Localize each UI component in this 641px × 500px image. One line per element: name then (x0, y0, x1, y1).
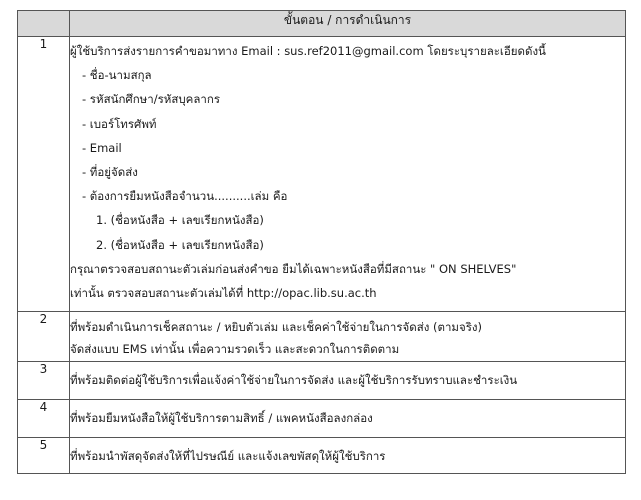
status-check-note: กรุณาตรวจสอบสถานะตัวเล่มก่อนส่งคำขอ ยืมได้เฉพาะหนังสือที่มีสถานะ " ON SHELVES" (70, 261, 517, 276)
book-item-2: 2. (ชื่อหนังสือ + เลขเรียกหนังสือ) (96, 237, 264, 252)
step-description (70, 400, 626, 438)
step-2-line-2: จัดส่งแบบ EMS เท่านั้น เพื่อความรวดเร็ว และสะดวกในการติดตาม (70, 342, 400, 356)
table-row (18, 312, 626, 362)
field-address: - ที่อยู่จัดส่ง (82, 165, 138, 180)
header-title-cell: ขั้นตอน / การดำเนินการ (70, 11, 626, 37)
procedure-table (17, 10, 626, 474)
field-phone: - เบอร์โทรศัพท์ (82, 116, 157, 131)
field-email: - Email (82, 140, 122, 155)
step-5-line-1: ที่พร้อมนำพัสดุจัดส่งให้ที่ไปรษณีย์ และแจ้งเลขพัสดุให้ผู้ใช้บริการ (70, 449, 386, 463)
step-description (70, 438, 626, 474)
step-2-line-1: ที่พร้อมดำเนินการเช็คสถานะ / หยิบตัวเล่ม และเช็คค่าใช้จ่ายในการจัดส่ง (ตามจริง) (70, 320, 483, 334)
step-number: 5 (18, 438, 70, 474)
table-row (18, 400, 626, 438)
field-name: - ชื่อ-นามสกุล (82, 68, 152, 83)
step-1-intro: ผู้ใช้บริการส่งรายการคำขอมาทาง Email : sus.ref2011@gmail.com โดยระบุรายละเอียดดังนี้ (70, 44, 546, 58)
table-row (18, 37, 626, 312)
step-number: 3 (18, 362, 70, 400)
step-description (70, 37, 626, 312)
step-4-line-1: ที่พร้อมยืมหนังสือให้ผู้ใช้บริการตามสิทธิ์ / แพคหนังสือลงกล่อง (70, 411, 373, 425)
step-number: 4 (18, 400, 70, 438)
step-description (70, 312, 626, 362)
table-row (18, 362, 626, 400)
table-row (18, 438, 626, 474)
step-number: 2 (18, 312, 70, 362)
header-number-cell (18, 11, 70, 37)
opac-link-note: เท่านั้น ตรวจสอบสถานะตัวเล่มได้ที่ http://opac.lib.su.ac.th (70, 286, 377, 301)
table-header-row (18, 11, 626, 37)
step-number: 1 (18, 37, 70, 312)
step-3-line-1: ที่พร้อมติดต่อผู้ใช้บริการเพื่อแจ้งค่าใช้จ่ายในการจัดส่ง และผู้ใช้บริการรับทราบและชำระเงิน (70, 373, 518, 387)
step-description (70, 362, 626, 400)
field-student-id: - รหัสนักศึกษา/รหัสบุคลากร (82, 92, 220, 107)
field-book-count: - ต้องการยืมหนังสือจำนวน..........เล่ม คือ (82, 189, 288, 204)
book-item-1: 1. (ชื่อหนังสือ + เลขเรียกหนังสือ) (96, 213, 264, 228)
